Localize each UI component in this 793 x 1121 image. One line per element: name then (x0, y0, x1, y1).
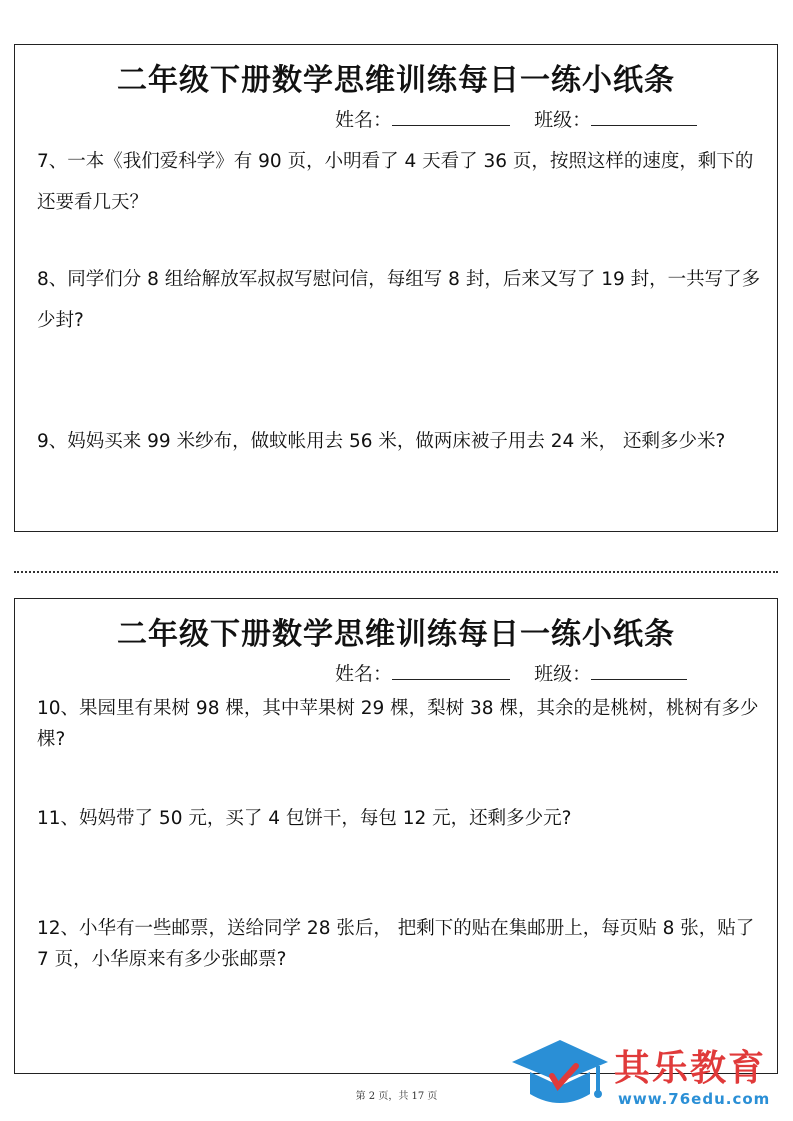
brand-logo (510, 1036, 790, 1116)
name-blank-line (392, 123, 510, 126)
logo-url: www.76edu.com (618, 1090, 771, 1108)
name-blank-line (392, 677, 510, 680)
name-class-row (335, 659, 687, 686)
name-label: 姓名： (335, 109, 393, 131)
question-12: 12、小华有一些邮票，送给同学 28 张后， 把剩下的贴在集邮册上，每页贴 8 张，贴了 7 页，小华原来有多少张邮票? (37, 918, 755, 970)
worksheet-strip-1 (14, 44, 778, 532)
strip-title: 二年级下册数学思维训练每日一练小纸条 (117, 617, 675, 652)
name-class-row (335, 105, 697, 132)
dotted-cut-line (14, 571, 778, 573)
page-footer: 第 2 页，共 17 页 (355, 1091, 438, 1102)
class-label: 班级： (534, 109, 592, 131)
class-blank-line (591, 677, 687, 680)
strip-title: 二年级下册数学思维训练每日一练小纸条 (117, 63, 675, 98)
graduation-cap-icon (510, 1036, 610, 1116)
question-11: 11、妈妈带了 50 元，买了 4 包饼干，每包 12 元，还剩多少元? (37, 808, 572, 829)
worksheet-strip-2 (14, 598, 778, 1074)
question-10: 10、果园里有果树 98 棵，其中苹果树 29 棵，梨树 38 棵，其余的是桃树，桃树有多少棵? (37, 698, 759, 750)
question-9: 9、妈妈买来 99 米纱布，做蚊帐用去 56 米，做两床被子用去 24 米， 还剩多少米? (37, 431, 726, 452)
question-8: 8、同学们分 8 组给解放军叔叔写慰问信，每组写 8 封，后来又写了 19 封，一共写了多少封? (37, 269, 761, 331)
class-label: 班级： (534, 663, 592, 685)
class-blank-line (591, 123, 697, 126)
question-7: 7、一本《我们爱科学》有 90 页，小明看了 4 天看了 36 页，按照这样的速度，剩下的还要看几天？ (37, 151, 754, 213)
logo-name: 其乐教育 (614, 1048, 767, 1089)
name-label: 姓名： (335, 663, 393, 685)
